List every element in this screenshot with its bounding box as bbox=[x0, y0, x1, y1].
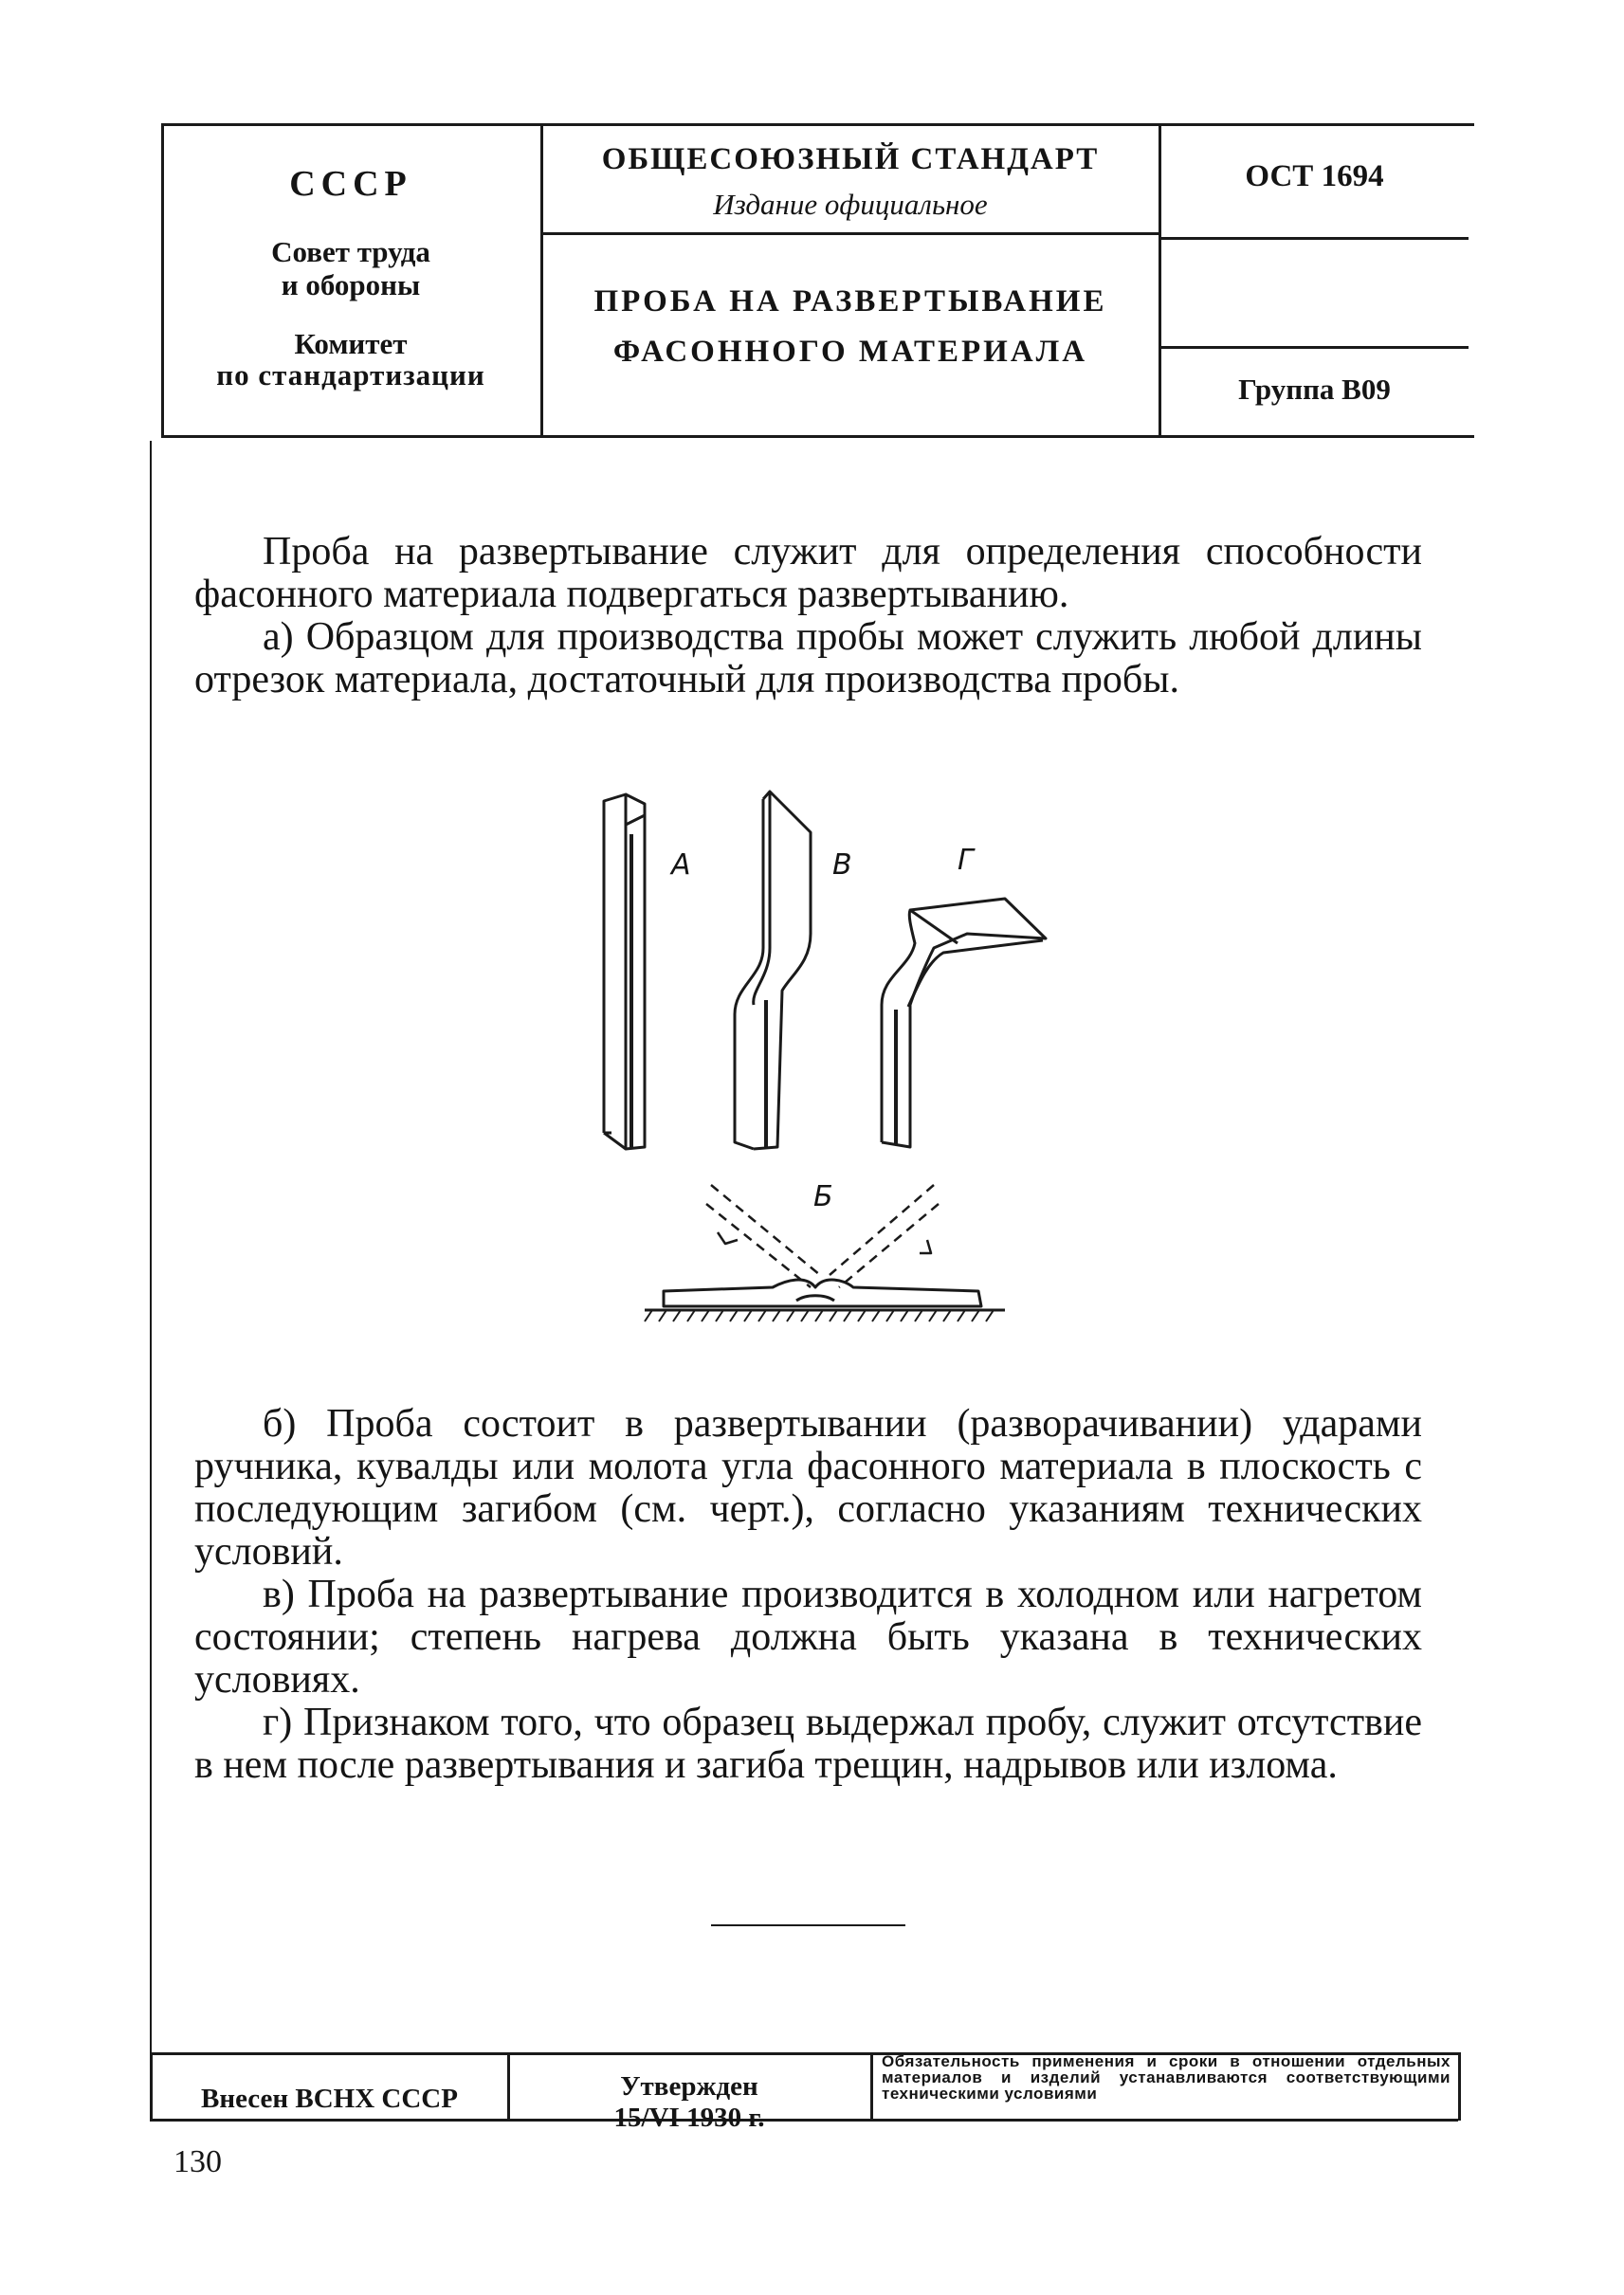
end-separator bbox=[711, 1924, 905, 1926]
approved-label: Утвержден bbox=[620, 2071, 758, 2102]
document-title-line-1: ПРОБА НА РАЗВЕРТЫВАНИЕ bbox=[593, 284, 1107, 319]
standard-code: ОСТ 1694 bbox=[1245, 159, 1384, 193]
org-council-2: и обороны bbox=[281, 268, 421, 301]
org-council: Совет труда bbox=[271, 235, 430, 268]
group-code: Группа В09 bbox=[1238, 373, 1391, 406]
figure-label-a: А bbox=[671, 848, 691, 882]
specimen-g-drawing bbox=[882, 899, 1046, 1147]
page-number: 130 bbox=[173, 2144, 222, 2179]
footer-right-border bbox=[1458, 2052, 1461, 2121]
edition-label: Издание официальное bbox=[713, 188, 988, 221]
anvil-base bbox=[645, 1310, 1005, 1321]
item-a-paragraph: а) Образцом для производства пробы может служить любой длины отрезок материала, достаточный для производства пробы. bbox=[194, 615, 1422, 701]
standard-type: ОБЩЕСОЮЗНЫЙ СТАНДАРТ bbox=[601, 142, 1100, 176]
header-mid-rule bbox=[542, 232, 1159, 235]
code-cell-rule bbox=[1160, 237, 1469, 240]
applicability-note: Обязательность применения и сроки в отношении отдельных материалов и изделий устанавливаются соответствующими техническими условиями bbox=[882, 2052, 1451, 2103]
figure-label-v: В bbox=[832, 848, 852, 882]
body-text-top bbox=[194, 531, 1422, 701]
introduced-by: Внесен ВСНХ СССР bbox=[201, 2084, 458, 2114]
org-country: СССР bbox=[289, 164, 412, 204]
footer-divider-2 bbox=[870, 2052, 873, 2121]
header-top-rule bbox=[161, 123, 1474, 126]
page-left-edge bbox=[150, 441, 152, 2052]
strike-arrows bbox=[718, 1232, 931, 1253]
org-committee-2: по стандартизации bbox=[216, 358, 485, 392]
group-cell-rule bbox=[1160, 346, 1469, 349]
figure-label-b: Б bbox=[813, 1180, 833, 1213]
body-text-bottom bbox=[194, 1403, 1422, 1787]
approved-date: 15/VI 1930 г. bbox=[613, 2103, 765, 2133]
figure-label-g: Г bbox=[958, 844, 974, 877]
specimen-v-drawing bbox=[735, 792, 811, 1149]
specimen-a-drawing bbox=[604, 794, 645, 1149]
item-g-paragraph: г) Признаком того, что образец выдержал пробу, служит отсутствие в нем после развертывания и загиба трещин, надрывов или излома. bbox=[194, 1701, 1422, 1787]
item-v-paragraph: в) Проба на развертывание производится в холодном или нагретом состоянии; степень нагрева должна быть указана в технических условиях. bbox=[194, 1573, 1422, 1702]
flattened-specimen bbox=[664, 1280, 981, 1306]
header-bottom-rule bbox=[161, 435, 1474, 438]
org-committee: Комитет bbox=[294, 327, 408, 360]
document-title-line-2: ФАСОННОГО МАТЕРИАЛА bbox=[612, 335, 1088, 369]
intro-paragraph: Проба на развертывание служит для определения способности фасонного материала подвергаться развертыванию. bbox=[194, 530, 1422, 616]
item-b-paragraph: б) Проба состоит в развертывании (разворачивании) ударами ручника, кувалды или молота угла фасонного материала в плоскость с последующим загибом (см. черт.), согласно указаниям технических условий. bbox=[194, 1402, 1422, 1574]
